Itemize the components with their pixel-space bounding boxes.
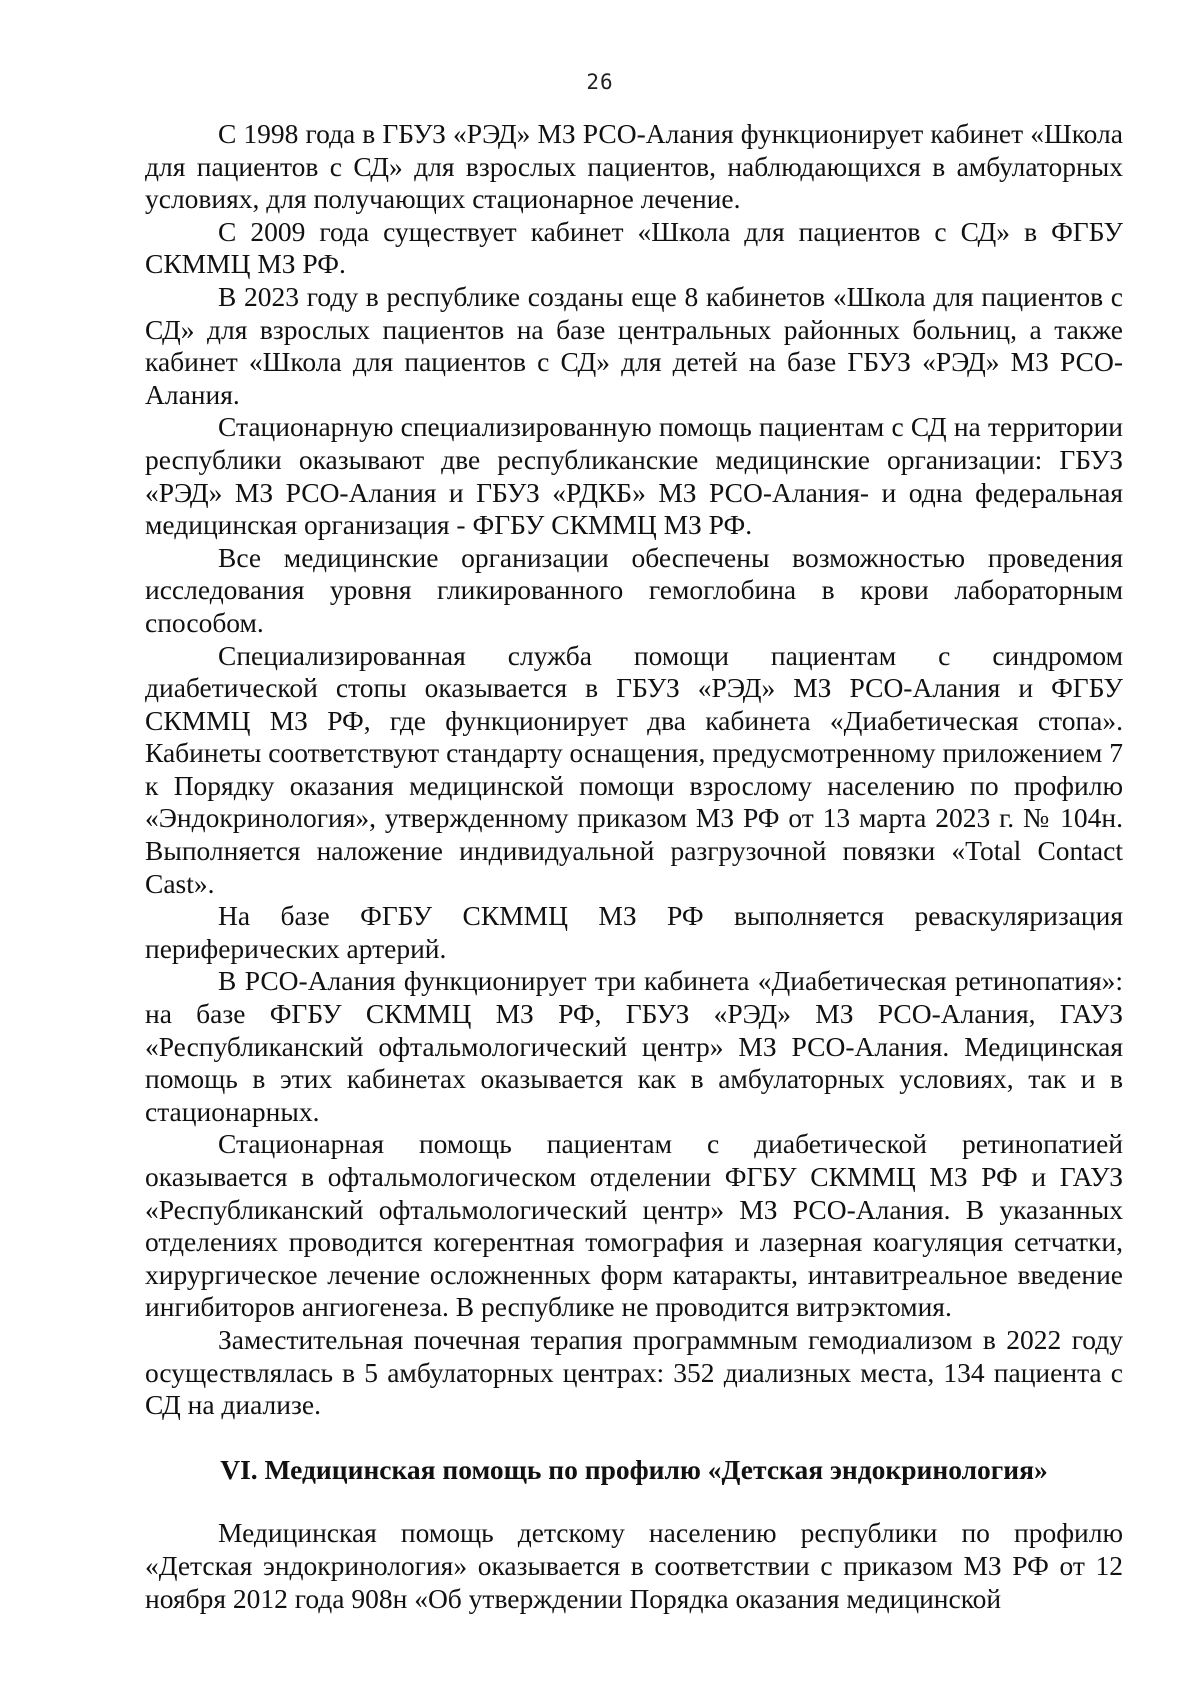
paragraph: В 2023 году в республике созданы еще 8 кабинетов «Школа для пациентов с СД» для взрослых пациентов на базе центральных районных больниц, а также кабинет «Школа для пациентов с СД» для детей на базе ГБУЗ «РЭД» МЗ РСО-Алания. [145, 280, 1123, 410]
section-heading: VI. Медицинская помощь по профилю «Детская эндокринология» [220, 1453, 1048, 1485]
paragraph: Все медицинские организации обеспечены возможностью проведения исследования уровня гликированного гемоглобина в крови лабораторным способом. [145, 541, 1123, 638]
paragraph: Заместительная почечная терапия программным гемодиализом в 2022 году осуществлялась в 5 амбулаторных центрах: 352 диализных места, 134 пациента с СД на диализе. [145, 1323, 1123, 1421]
paragraph: В РСО-Алания функционирует три кабинета «Диабетическая ретинопатия»: на базе ФГБУ СКММЦ МЗ РФ, ГБУЗ «РЭД» МЗ РСО-Алания, ГАУЗ «Республиканский офтальмологический центр» МЗ РСО-Алания. Медицинская помощь в этих кабинетах оказывается как в амбулаторных условиях, так и в стационарных. [145, 965, 1123, 1127]
paragraph: С 1998 года в ГБУЗ «РЭД» МЗ РСО-Алания функционирует кабинет «Школа для пациентов с СД» для взрослых пациентов, наблюдающихся в амбулаторных условиях, для получающих стационарное лечение. [145, 118, 1123, 215]
page-content [145, 118, 1123, 1615]
paragraph: Медицинская помощь детскому населению республики по профилю «Детская эндокринология» оказывается в соответствии с приказом МЗ РФ от 12 ноября 2012 года 908н «Об утверждении Порядка оказания медицинской [145, 1517, 1123, 1614]
paragraph: Стационарную специализированную помощь пациентам с СД на территории республики оказывают две республиканские медицинские организации: ГБУЗ «РЭД» МЗ РСО-Алания и ГБУЗ «РДКБ» МЗ РСО-Алания- и одна федеральная медицинская организация - ФГБУ СКММЦ МЗ РФ. [145, 411, 1123, 541]
paragraph: Специализированная служба помощи пациентам с синдромом диабетической стопы оказывается в ГБУЗ «РЭД» МЗ РСО-Алания и ФГБУ СКММЦ МЗ РФ, где функционирует два кабинета «Диабетическая стопа». Кабинеты соответствуют стандарту оснащения, предусмотренному приложением 7 к Порядку оказания медицинской помощи взрослому населению по профилю «Эндокринология», утвержденному приказом МЗ РФ от 13 марта 2023 г. № 104н. Выполняется наложение индивидуальной разгрузочной повязки «Total Contact Cast». [145, 639, 1123, 899]
page-number: 26 [586, 70, 614, 94]
paragraph: На базе ФГБУ СКММЦ МЗ РФ выполняется реваскуляризация периферических артерий. [145, 900, 1123, 964]
paragraph: Стационарная помощь пациентам с диабетической ретинопатией оказывается в офтальмологическом отделении ФГБУ СКММЦ МЗ РФ и ГАУЗ «Республиканский офтальмологический центр» МЗ РСО-Алания. В указанных отделениях проводится когерентная томография и лазерная коагуляция сетчатки, хирургическое лечение осложненных форм катаракты, интавитреальное введение ингибиторов ангиогенеза. В республике не проводится витрэктомия. [145, 1128, 1123, 1323]
paragraph: С 2009 года существует кабинет «Школа для пациентов с СД» в ФГБУ СКММЦ МЗ РФ. [145, 215, 1123, 280]
